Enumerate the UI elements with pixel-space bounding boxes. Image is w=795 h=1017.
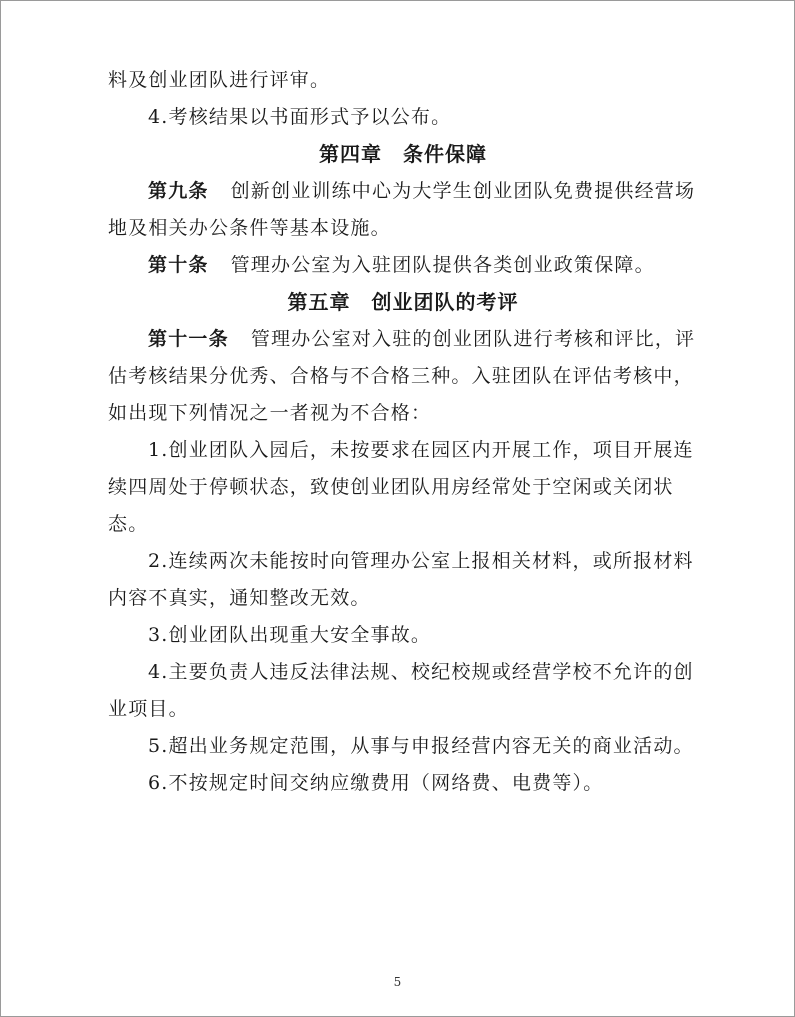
article-9 [108, 173, 698, 247]
chapter-5-heading: 第五章 创业团队的考评 [287, 290, 519, 314]
list-item: 4.主要负责人违反法律法规、校纪校规或经营学校不允许的创业项目。 [108, 661, 694, 720]
list-item: 3.创业团队出现重大安全事故。 [148, 624, 432, 646]
list-item-4-publication: 4.考核结果以书面形式予以公布。 [148, 106, 452, 128]
article-9-text: 创新创业训练中心为大学生创业团队免费提供经营场地及相关办公条件等基本设施。 [108, 180, 696, 239]
article-9-title: 第九条 [148, 180, 209, 202]
article-11 [108, 321, 698, 432]
list-item: 2.连续两次未能按时向管理办公室上报相关材料，或所报材料内容不真实，通知整改无效。 [108, 550, 694, 609]
article-11-text: 管理办公室对入驻的创业团队进行考核和评比，评估考核结果分优秀、合格与不合格三种。入驻团队在评估考核中，如出现下列情况之一者视为不合格： [108, 328, 696, 424]
chapter-4-heading: 第四章 条件保障 [319, 142, 487, 166]
article-10-title: 第十条 [148, 254, 209, 276]
list-item: 5.超出业务规定范围，从事与申报经营内容无关的商业活动。 [148, 735, 694, 757]
page-number: 5 [393, 975, 402, 989]
list-item: 1.创业团队入园后，未按要求在园区内开展工作，项目开展连续四周处于停顿状态，致使创业团队用房经常处于空闲或关闭状态。 [108, 439, 694, 535]
article-10-text: 管理办公室为入驻团队提供各类创业政策保障。 [230, 254, 655, 276]
document-body [108, 62, 698, 802]
article-11-title: 第十一条 [148, 328, 229, 350]
article-10 [108, 247, 698, 284]
paragraph-continuation: 料及创业团队进行评审。 [108, 69, 331, 91]
list-item: 6.不按规定时间交纳应缴费用（网络费、电费等）。 [148, 772, 604, 794]
